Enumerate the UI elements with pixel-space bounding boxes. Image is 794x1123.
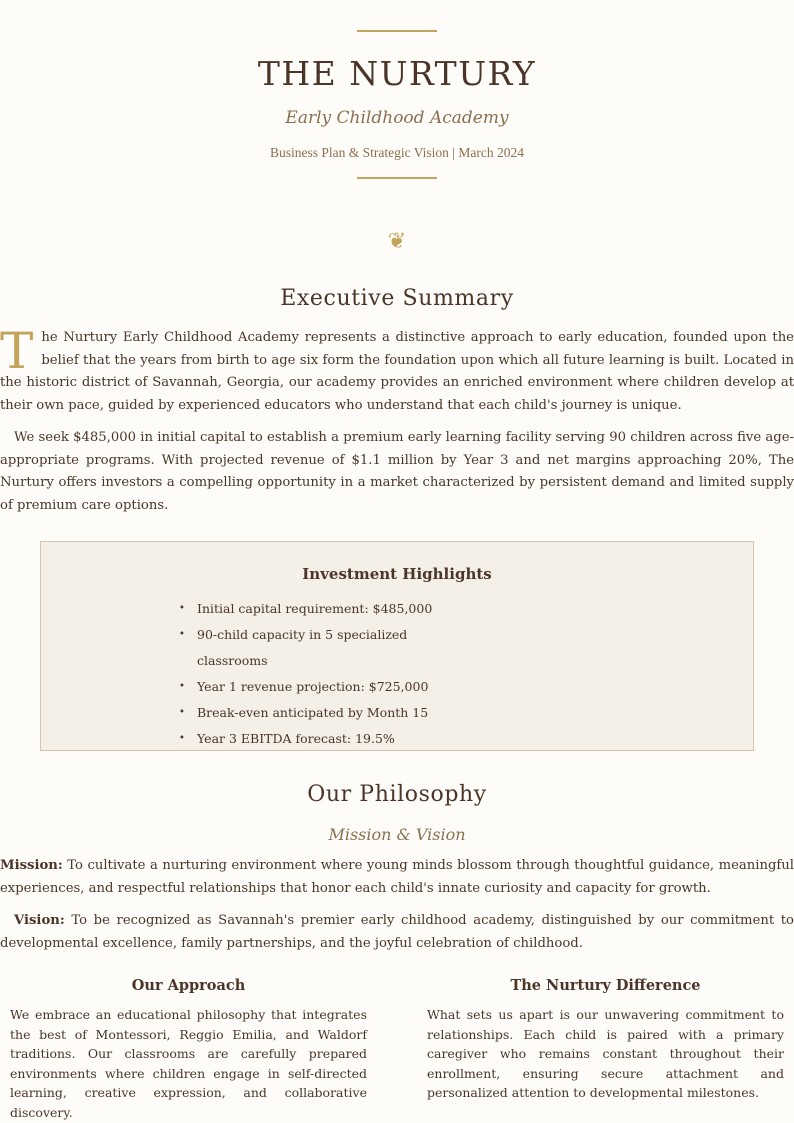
investment-highlights-box — [40, 541, 754, 751]
cover-header — [0, 0, 794, 179]
philosophy-heading: Our Philosophy — [307, 782, 487, 807]
document-tagline: Business Plan & Strategic Vision | March 2024 — [269, 145, 524, 160]
executive-summary-paragraph-1 — [0, 322, 794, 417]
paragraph-1-text: he Nurtury Early Childhood Academy represents a distinctive approach to early education, founded upon the belief that the years from birth to age six form the foundation upon which all future learning is built. Located in the historic district of Savannah, Georgia, our academy provides an enriched environment where children develop at their own pace, guided by experienced educators who understand that each child's journey is unique. — [0, 330, 794, 413]
list-item: • Break-even anticipated by Month 15 — [179, 700, 479, 726]
drop-cap: T — [0, 322, 34, 380]
vision-label: Vision: — [14, 913, 65, 928]
nurtury-difference-column — [427, 975, 784, 1122]
top-divider-rule — [357, 30, 437, 32]
investment-highlights-heading: Investment Highlights — [302, 565, 492, 583]
philosophy-section — [0, 781, 794, 1122]
our-approach-text: We embrace an educational philosophy that integrates the best of Montessori, Reggio Emilia, and Waldorf traditions. Our classrooms are carefully prepared environments where children engage in self-directed learning, creative expression, and collaborative discovery. — [10, 1007, 367, 1120]
executive-summary-section — [0, 285, 794, 751]
bottom-divider-rule — [357, 177, 437, 179]
list-item: • Initial capital requirement: $485,000 — [179, 596, 479, 622]
nurtury-difference-heading: The Nurtury Difference — [510, 977, 701, 994]
vision-statement — [0, 910, 794, 955]
mission-label: Mission: — [0, 858, 63, 873]
floral-heart-icon: ❦ — [387, 229, 407, 254]
our-approach-column — [10, 975, 367, 1122]
nurtury-difference-text: What sets us apart is our unwavering commitment to relationships. Each child is paired with a primary caregiver who remains constant throughout their enrollment, ensuring secure attachment and personalized attention to developmental milestones. — [427, 1007, 784, 1100]
executive-summary-heading: Executive Summary — [280, 286, 514, 311]
investment-highlights-list — [179, 596, 479, 752]
list-item: • 90-child capacity in 5 specialized classrooms — [179, 622, 479, 674]
two-column-section — [0, 975, 794, 1122]
executive-summary-paragraph-2: We seek $485,000 in initial capital to establish a premium early learning facility serving 90 children across five age-appropriate programs. With projected revenue of $1.1 million by Year 3 and net margins approaching 20%, The Nurtury offers investors a compelling opportunity in a market characterized by persistent demand and limited supply of premium care options. — [0, 430, 794, 513]
list-item: • Year 3 EBITDA forecast: 19.5% — [179, 726, 479, 752]
mission-vision-subheading: Mission & Vision — [328, 825, 466, 844]
mission-text: To cultivate a nurturing environment where young minds blossom through thoughtful guidance, meaningful experiences, and respectful relationships that honor each child's innate curiosity and capacity for growth. — [0, 858, 794, 896]
document-subtitle: Early Childhood Academy — [285, 108, 509, 128]
document-title: THE NURTURY — [257, 54, 537, 93]
mission-statement — [0, 855, 794, 900]
our-approach-heading: Our Approach — [131, 977, 246, 994]
list-item: • Year 1 revenue projection: $725,000 — [179, 674, 479, 700]
vision-text: To be recognized as Savannah's premier early childhood academy, distinguished by our commitment to developmental excellence, family partnerships, and the joyful celebration of childhood. — [0, 913, 794, 951]
